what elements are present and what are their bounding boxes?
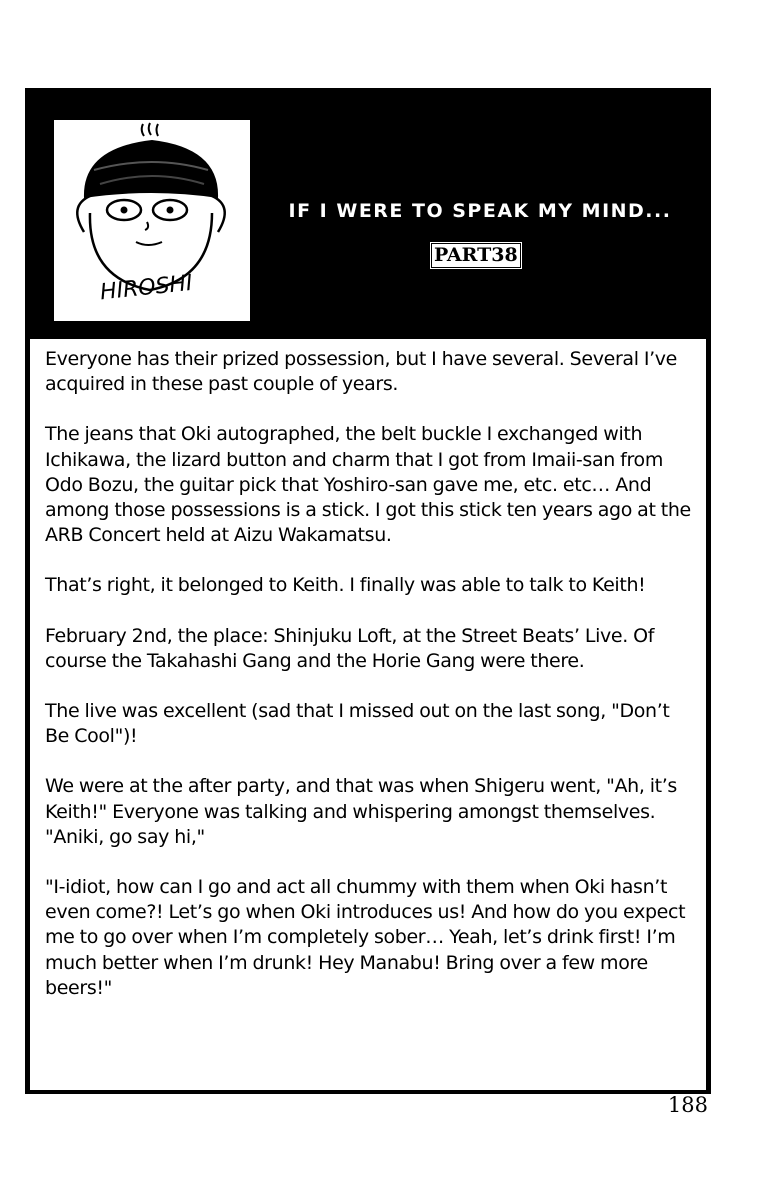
part-badge: PART38 [430, 242, 522, 269]
character-face-icon [52, 118, 252, 323]
paragraph: We were at the after party, and that was when Shigeru went, "Ah, it’s Keith!" Everyone was talking and whispering amongst themselves. "Aniki, go say hi," [45, 775, 677, 848]
paragraph: The jeans that Oki autographed, the belt buckle I exchanged with Ichikawa, the lizard button and charm that I got from Imaii-san from Odo Bozu, the guitar pick that Yoshiro-san gave me, etc. etc… And among those possessions is a stick. I got this stick ten years ago at the ARB Concert held at Aizu Wakamatsu. [45, 423, 691, 547]
paragraph: "I-idiot, how can I go and act all chummy with them when Oki hasn’t even come?! Let’s go when Oki introduces us! And how do you expect me to go over when I’m completely sober… Yeah, let’s drink first! I’m much better when I’m drunk! Hey Manabu! Bring over a few more beers!" [45, 876, 686, 999]
essay-body [30, 339, 706, 1090]
signature: HIROSHI [98, 270, 194, 306]
paragraph: Everyone has their prized possession, but I have several. Several I’ve acquired in these past couple of years. [45, 348, 677, 396]
page-number: 188 [667, 1093, 708, 1117]
author-portrait [52, 118, 252, 323]
paragraph: The live was excellent (sad that I missed out on the last song, "Don’t Be Cool")! [45, 700, 670, 748]
paragraph: That’s right, it belonged to Keith. I finally was able to talk to Keith! [45, 574, 646, 597]
page-title: IF I WERE TO SPEAK MY MIND... [288, 200, 672, 222]
paragraph: February 2nd, the place: Shinjuku Loft, at the Street Beats’ Live. Of course the Takahashi Gang and the Horie Gang were there. [45, 624, 655, 672]
